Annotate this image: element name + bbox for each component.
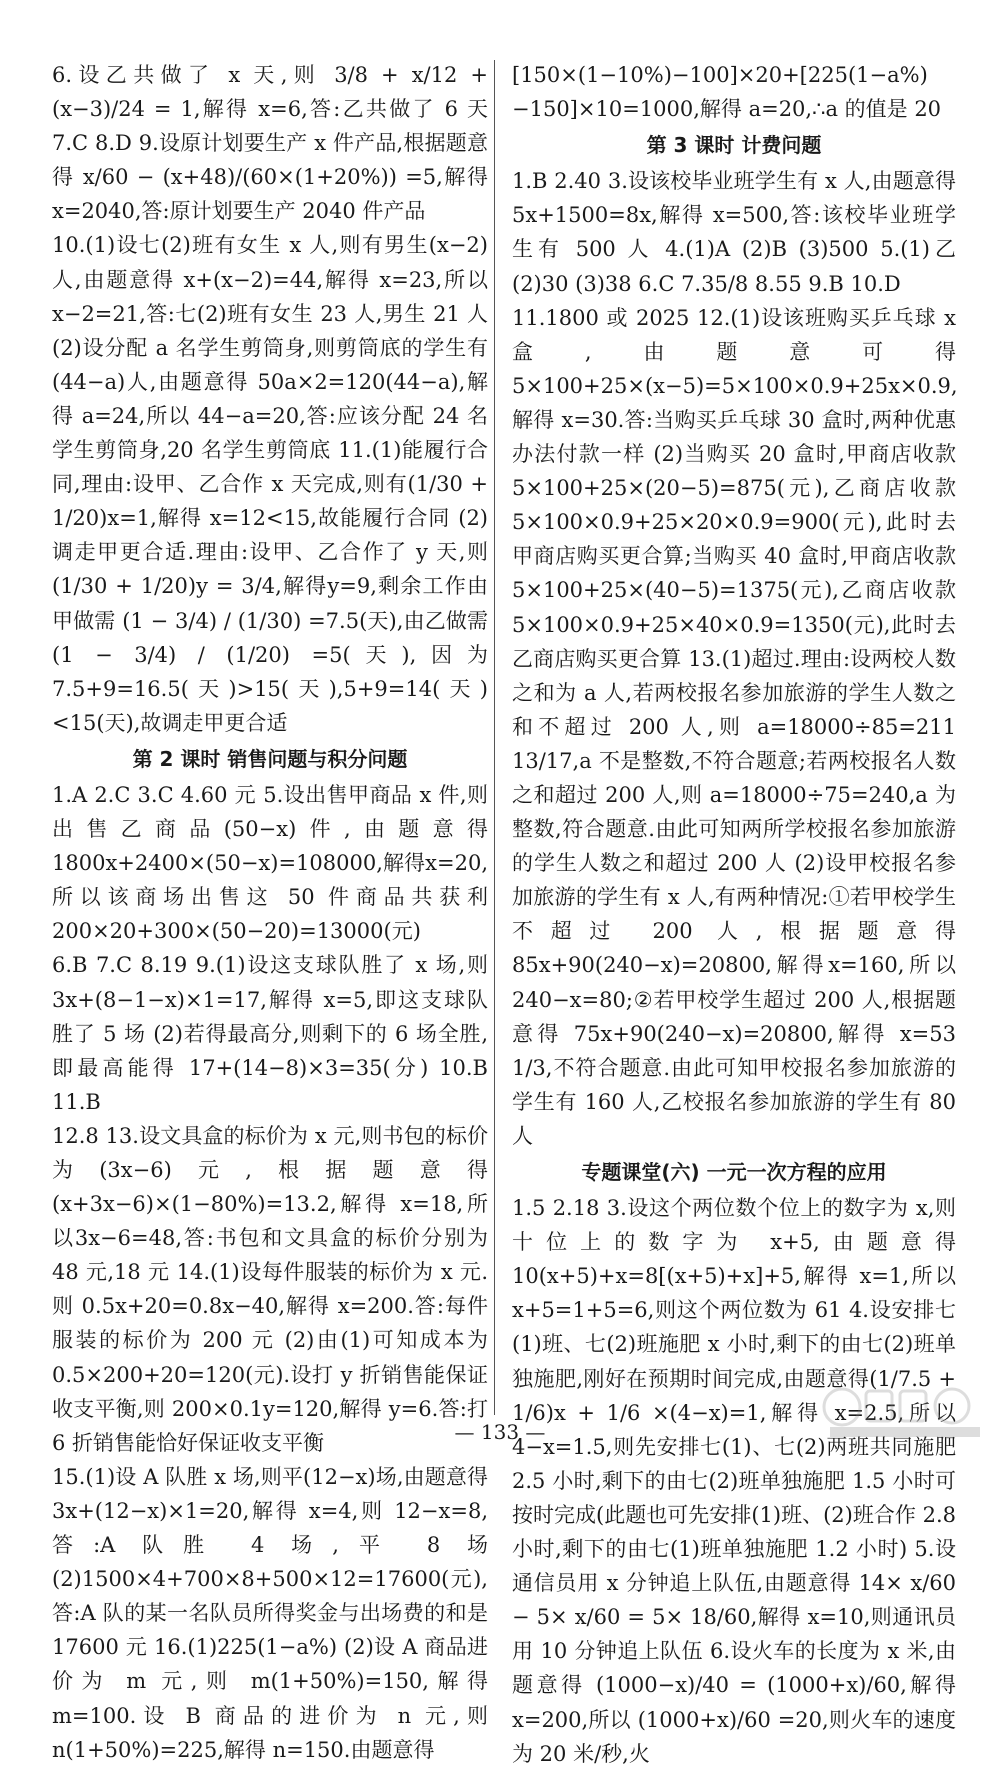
- page-number: — 133 —: [454, 1420, 546, 1444]
- answer-paragraph: 1.5 2.18 3.设这个两位数个位上的数字为 x,则十位上的数字为 x+5,由题意得 10(x+5)+x=8[(x+5)+x]+5,解得 x=1,所以 x+5=1+5=6,则这个两位数为 61 4.设安排七(1)班、七(2)班施肥 x 小时,剩下的由七(2)班单独施肥,刚好在预期时间完成,由题意得(1/7.5 + 1/6)x + 1/6 ×(4−x)=1,解得 x=2.5,所以 4−x=1.5,则先安排七(1)、七(2)两班共同施肥 2.5 小时,剩下的由七(2)班单独施肥 1.5 小时可按时完成(此题也可先安排(1)班、(2)班合作 2.8 小时,剩下的由七(1)班单独施肥 1.2 小时) 5.设通信员用 x 分钟追上队伍,由题意得 14× x/60 − 5× x/60 = 5× 18/60,解得 x=10,则通讯员用 10 分钟追上队伍 6.设火车的长度为 x 米,由题意得 (1000−x)/40 = (1000+x)/60,解得 x=200,所以 (1000+x)/60 =20,则火车的速度为 20 米/秒,火: [512, 1196, 956, 1766]
- answer-paragraph: 15.(1)设 A 队胜 x 场,则平(12−x)场,由题意得 3x+(12−x)×1=20,解得 x=4,则 12−x=8,答:A 队胜 4 场,平 8 场 (2)1500×4+700×8+500×12=17600(元),答:A 队的某一名队员所得奖金与出场费的和是 17600 元 16.(1)225(1−a%) (2)设 A 商品进价为 m 元,则 m(1+50%)=150,解得 m=100.设 B 商品的进价为 n 元,则 n(1+50%)=225,解得 n=150.由题意得: [52, 1464, 488, 1762]
- section-heading: 第 2 课时 销售问题与积分问题: [132, 746, 408, 771]
- left-column: [52, 58, 488, 1767]
- right-column: [512, 58, 956, 1771]
- answer-paragraph: 12.8 13.设文具盒的标价为 x 元,则书包的标价为(3x−6)元,根据题意得(x+3x−6)×(1−80%)=13.2,解得 x=18,所以3x−6=48,答:书包和文具盒的标价分别为 48 元,18 元 14.(1)设每件服装的标价为 x 元.则 0.5x+20=0.8x−40,解得 x=200.答:每件服装的标价为 200 元 (2)由(1)可知成本为 0.5×200+20=120(元).设打 y 折销售能保证收支平衡,则 200×0.1y=120,解得 y=6.答:打 6 折销售能恰好保证收支平衡: [52, 1123, 488, 1455]
- answer-paragraph: [150×(1−10%)−100]×20+[225(1−a%)−150]×10=1000,解得 a=20,∴a 的值是 20: [512, 63, 942, 122]
- answer-paragraph: 1.B 2.40 3.设该校毕业班学生有 x 人,由题意得 5x+1500=8x,解得 x=500,答:该校毕业班学生有 500 人 4.(1)A (2)B (3)500 5.(1)乙 (2)30 (3)38 6.C 7.35/8 8.55 9.B 10.D: [512, 169, 956, 296]
- section-heading: 第 3 课时 计费问题: [646, 133, 822, 158]
- answer-paragraph: 11.1800 或 2025 12.(1)设该班购买乒乓球 x 盒,由题意可得 5×100+25×(x−5)=5×100×0.9+25x×0.9,解得 x=30.答:当购买乒乓球 30 盒时,两种优惠办法付款一样 (2)当购买 20 盒时,甲商店收款 5×100+25×(20−5)=875(元),乙商店收款 5×100×0.9+25×20×0.9=900(元),此时去甲商店购买更合算;当购买 40 盒时,甲商店收款 5×100+25×(40−5)=1375(元),乙商店收款 5×100×0.9+25×40×0.9=1350(元),此时去乙商店购买更合算 13.(1)超过.理由:设两校人数之和为 a 人,若两校报名参加旅游的学生人数之和不超过 200 人,则 a=18000÷85=211 13/17,a 不是整数,不符合题意;若两校报名人数之和超过 200 人,则 a=18000÷75=240,a 为整数,符合题意.由此可知两所学校报名参加旅游的学生人数之和超过 200 人 (2)设甲校报名参加旅游的学生有 x 人,有两种情况:①若甲校学生不超过 200 人,根据题意得 85x+90(240−x)=20800,解得x=160,所以 240−x=80;②若甲校学生超过 200 人,根据题意得 75x+90(240−x)=20800,解得 x=53 1/3,不符合题意.由此可知甲校报名参加旅游的学生有 160 人,乙校报名参加旅游的学生有 80 人: [512, 305, 958, 1148]
- section-heading: 专题课堂(六) 一元一次方程的应用: [581, 1160, 887, 1184]
- column-divider: [494, 60, 495, 1415]
- answer-paragraph: 6.B 7.C 8.19 9.(1)设这支球队胜了 x 场,则 3x+(8−1−x)×1=17,解得 x=5,即这支球队胜了 5 场 (2)若得最高分,则剩下的 6 场全胜,即最高能得 17+(14−8)×3=35(分) 10.B 11.B: [52, 953, 488, 1114]
- answer-paragraph: 1.A 2.C 3.C 4.60 元 5.设出售甲商品 x 件,则出售乙商品(50−x)件,由题意得 1800x+2400×(50−x)=108000,解得x=20,所以该商场出售这 50 件商品共获利 200×20+300×(50−20)=13000(元): [52, 782, 488, 944]
- answer-paragraph: 10.(1)设七(2)班有女生 x 人,则有男生(x−2)人,由题意得 x+(x−2)=44,解得 x=23,所以 x−2=21,答:七(2)班有女生 23 人,男生 21 人 (2)设分配 a 名学生剪筒身,则剪筒底的学生有(44−a)人,由题意得 50a×2=120(44−a),解得 a=24,所以 44−a=20,答:应该分配 24 名学生剪筒身,20 名学生剪筒底 11.(1)能履行合同,理由:设甲、乙合作 x 天完成,则有(1/30 + 1/20)x=1,解得 x=12<15,故能履行合同 (2)调走甲更合适.理由:设甲、乙合作了 y 天,则(1/30 + 1/20)y = 3/4,解得y=9,剩余工作由甲做需 (1 − 3/4) / (1/30) =7.5(天),由乙做需 (1 − 3/4) / (1/20) =5(天),因为 7.5+9=16.5(天)>15(天),5+9=14(天)<15(天),故调走甲更合适: [52, 233, 488, 735]
- watermark-logo: [820, 1379, 990, 1443]
- answer-paragraph: 6.设乙共做了 x 天,则 3/8 + x/12 + (x−3)/24 = 1,解得 x=6,答:乙共做了 6 天 7.C 8.D 9.设原计划要生产 x 件产品,根据题意得 x/60 − (x+48)/(60×(1+20%)) =5,解得 x=2040,答:原计划要生产 2040 件产品: [52, 63, 488, 224]
